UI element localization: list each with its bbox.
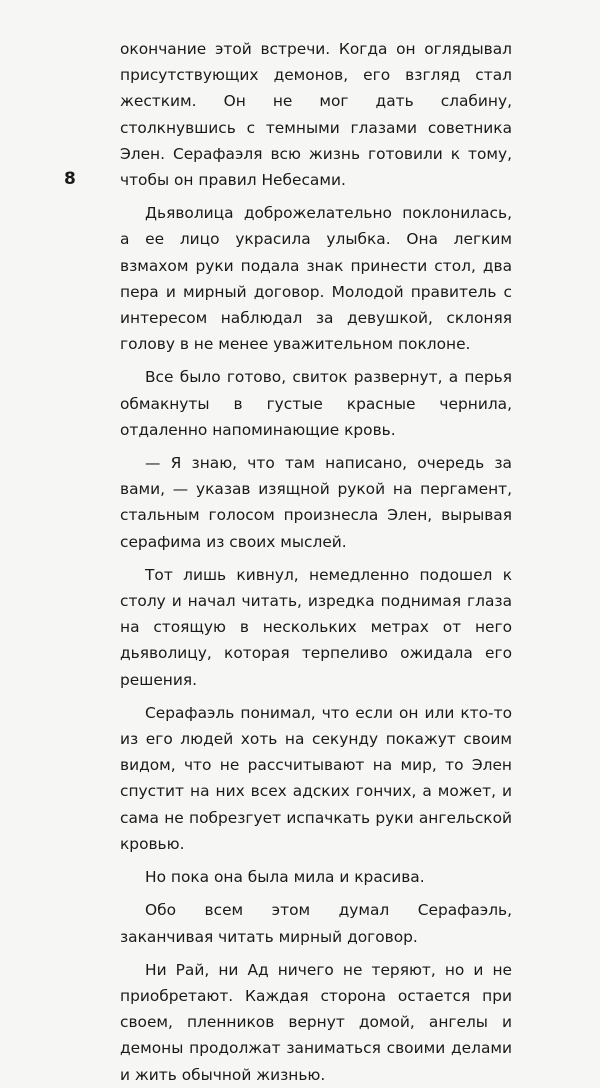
body-text — [120, 36, 512, 1088]
paragraph: Серафаэль понимал, что если он или кто-то из его людей хоть на секунду покажут своим видом, что не рассчитывают на мир, то Элен спустит на них всех адских гончих, а может, и сама не побрезгует испачкать руки ангельской кровью. — [120, 703, 512, 853]
paragraph: Обо всем этом думал Серафаэль, заканчивая читать мирный договор. — [120, 901, 512, 946]
paragraph: Тот лишь кивнул, немедленно подошел к столу и начал читать, изредка поднимая глаза на стоящую в нескольких метрах от него дьяволицу, которая терпеливо ожидала его решения. — [120, 565, 512, 689]
page-number: 8 — [64, 169, 76, 189]
paragraph: Но пока она была мила и красива. — [145, 868, 425, 887]
paragraph: — Я знаю, что там написано, очередь за вами, — указав изящной рукой на пергамент, стальным голосом произнесла Элен, вырывая серафима из своих мыслей. — [120, 454, 512, 551]
paragraph: Дьяволица доброжелательно поклонилась, а ее лицо украсила улыбка. Она легким взмахом руки подала знак принести стол, два пера и мирный договор. Молодой правитель с интересом наблюдал за девушкой, склоняя голову в не менее уважительном поклоне. — [120, 204, 512, 354]
paragraph: Ни Рай, ни Ад ничего не теряют, но и не приобретают. Каждая сторона остается при своем, пленников вернут домой, ангелы и демоны продолжат заниматься своими делами и жить обычной жизнью. — [120, 960, 512, 1084]
paragraph: окончание этой встречи. Когда он оглядывал присутствующих демонов, его взгляд стал жестким. Он не мог дать слабину, столкнувшись с темными глазами советника Элен. Серафаэля всю жизнь готовили к тому, чтобы он правил Небесами. — [120, 40, 512, 190]
paragraph: Все было готово, свиток развернут, а перья обмакнуты в густые красные чернила, отдаленно напоминающие кровь. — [120, 368, 512, 439]
